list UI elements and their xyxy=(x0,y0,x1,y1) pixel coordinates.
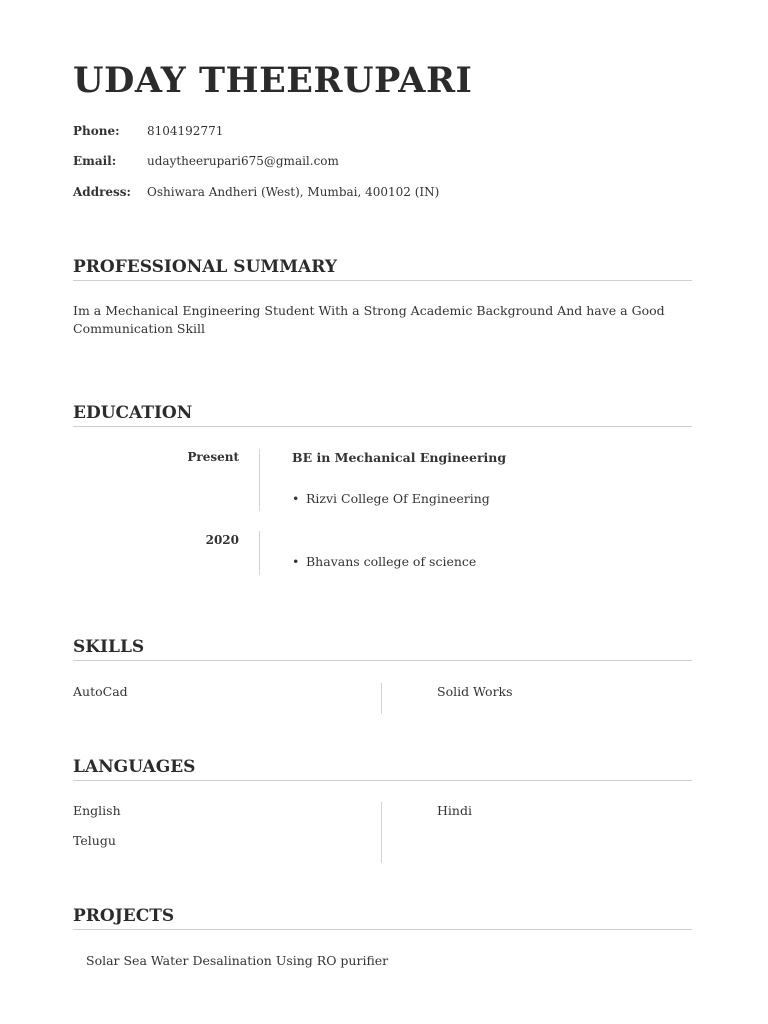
bullet-icon: • xyxy=(292,554,300,569)
education-timeline-line xyxy=(259,531,260,575)
skills-column-divider xyxy=(381,683,382,714)
phone-label: Phone: xyxy=(73,124,120,138)
education-school: Bhavans college of science xyxy=(306,554,477,569)
summary-text: Im a Mechanical Engineering Student With a Strong Academic Background And have a Good Communication Skill xyxy=(73,303,665,336)
projects-heading: PROJECTS xyxy=(73,906,175,926)
language-item: Hindi xyxy=(437,803,472,818)
education-school: Rizvi College Of Engineering xyxy=(306,491,490,506)
education-school-item xyxy=(292,554,476,569)
address-value: Oshiwara Andheri (West), Mumbai, 400102 (IN) xyxy=(147,185,440,199)
email-label: Email: xyxy=(73,154,117,168)
skills-divider xyxy=(73,660,692,661)
skill-item: AutoCad xyxy=(73,684,128,699)
address-label: Address: xyxy=(73,185,131,199)
languages-heading: LANGUAGES xyxy=(73,757,196,777)
education-divider xyxy=(73,426,692,427)
language-item: Telugu xyxy=(73,833,116,848)
email-value: udaytheerupari675@gmail.com xyxy=(147,154,339,168)
phone-value: 8104192771 xyxy=(147,124,224,138)
education-date: 2020 xyxy=(205,533,239,547)
education-date: Present xyxy=(187,450,239,464)
language-item: English xyxy=(73,803,121,818)
education-school-item xyxy=(292,491,490,506)
languages-divider xyxy=(73,780,692,781)
languages-column-divider xyxy=(381,802,382,863)
education-heading: EDUCATION xyxy=(73,403,193,423)
education-degree: BE in Mechanical Engineering xyxy=(292,450,507,465)
candidate-name: UDAY THEERUPARI xyxy=(73,60,473,101)
skill-item: Solid Works xyxy=(437,684,513,699)
summary-divider xyxy=(73,280,692,281)
education-timeline-line xyxy=(259,449,260,511)
bullet-icon: • xyxy=(292,491,300,506)
skills-heading: SKILLS xyxy=(73,637,145,657)
project-item: Solar Sea Water Desalination Using RO purifier xyxy=(86,953,389,968)
projects-divider xyxy=(73,929,692,930)
summary-heading: PROFESSIONAL SUMMARY xyxy=(73,257,337,277)
